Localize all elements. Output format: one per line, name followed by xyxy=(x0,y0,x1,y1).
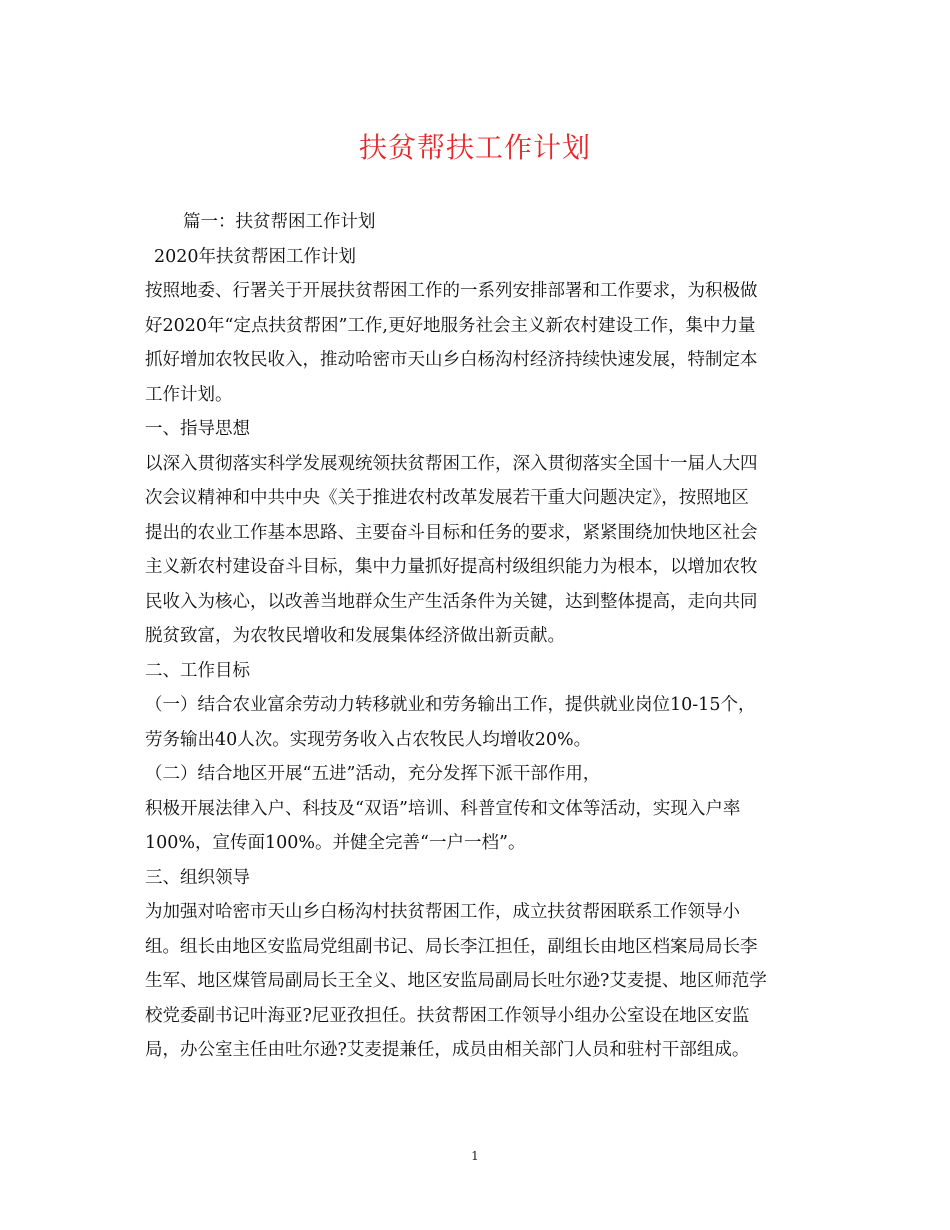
paragraph-line: 积极开展法律入户、科技及“双语”培训、科普宣传和文体等活动，实现入户率 xyxy=(145,798,741,819)
paragraph-line: 提出的农业工作基本思路、主要奋斗目标和任务的要求，紧紧围绕加快地区社会 xyxy=(145,522,758,543)
paragraph-line: 脱贫致富，为农牧民增收和发展集体经济做出新贡献。 xyxy=(145,626,565,646)
document-title: 扶贫帮扶工作计划 xyxy=(358,131,591,164)
section-heading-guiding-thought: 一、指导思想 xyxy=(145,419,250,439)
paragraph-line: 民收入为核心，以改善当地群众生产生活条件为关键，达到整体提高，走向共同 xyxy=(145,591,758,612)
paragraph-line: 工作计划。 xyxy=(145,384,233,405)
section-heading-organization: 三、组织领导 xyxy=(145,867,250,888)
paragraph-line: 抓好增加农牧民收入，推动哈密市天山乡白杨沟村经济持续快速发展，特制定本 xyxy=(145,350,758,370)
document-body xyxy=(145,205,815,1068)
plan-subtitle: 2020年扶贫帮困工作计划 xyxy=(154,246,357,267)
paragraph-line: 局，办公室主任由吐尔逊?艾麦提兼任，成员由相关部门人员和驻村干部组成。 xyxy=(145,1040,750,1060)
paragraph-line: 生军、地区煤管局副局长王全义、地区安监局副局长吐尔逊?艾麦提、地区师范学 xyxy=(145,971,767,991)
paragraph-line: 好2020年“定点扶贫帮困”工作,更好地服务社会主义新农村建设工作，集中力量 xyxy=(145,315,756,336)
paragraph-line: 校党委副书记叶海亚?尼亚孜担任。扶贫帮困工作领导小组办公室设在地区安监 xyxy=(145,1005,750,1026)
section-heading-work-goals: 二、工作目标 xyxy=(145,660,250,681)
paragraph-line: 主义新农村建设奋斗目标，集中力量抓好提高村级组织能力为根本，以增加农牧 xyxy=(145,557,758,577)
paragraph-line: 以深入贯彻落实科学发展观统领扶贫帮困工作，深入贯彻落实全国十一届人大四 xyxy=(145,453,758,474)
page-number: 1 xyxy=(471,1149,479,1163)
paragraph-line: （二）结合地区开展“五进”活动，充分发挥下派干部作用， xyxy=(145,764,601,784)
paragraph-line: （一）结合农业富余劳动力转移就业和劳务输出工作，提供就业岗位10-15个， xyxy=(145,695,756,715)
paragraph-line: 按照地委、行署关于开展扶贫帮困工作的一系列安排部署和工作要求，为积极做 xyxy=(145,281,758,301)
paragraph-line: 100%，宣传面100%。并健全完善“一户一档”。 xyxy=(145,833,526,853)
paragraph-line: 组。组长由地区安监局党组副书记、局长李江担任，副组长由地区档案局局长李 xyxy=(145,936,758,957)
paragraph-line: 为加强对哈密市天山乡白杨沟村扶贫帮困工作，成立扶贫帮困联系工作领导小 xyxy=(145,902,740,922)
paragraph-line: 次会议精神和中共中央《关于推进农村改革发展若干重大问题决定》，按照地区 xyxy=(145,488,749,508)
section-heading-part-one: 篇一：扶贫帮困工作计划 xyxy=(183,212,376,232)
paragraph-line: 劳务输出40人次。实现劳务收入占农牧民人均增收20%。 xyxy=(145,729,592,750)
